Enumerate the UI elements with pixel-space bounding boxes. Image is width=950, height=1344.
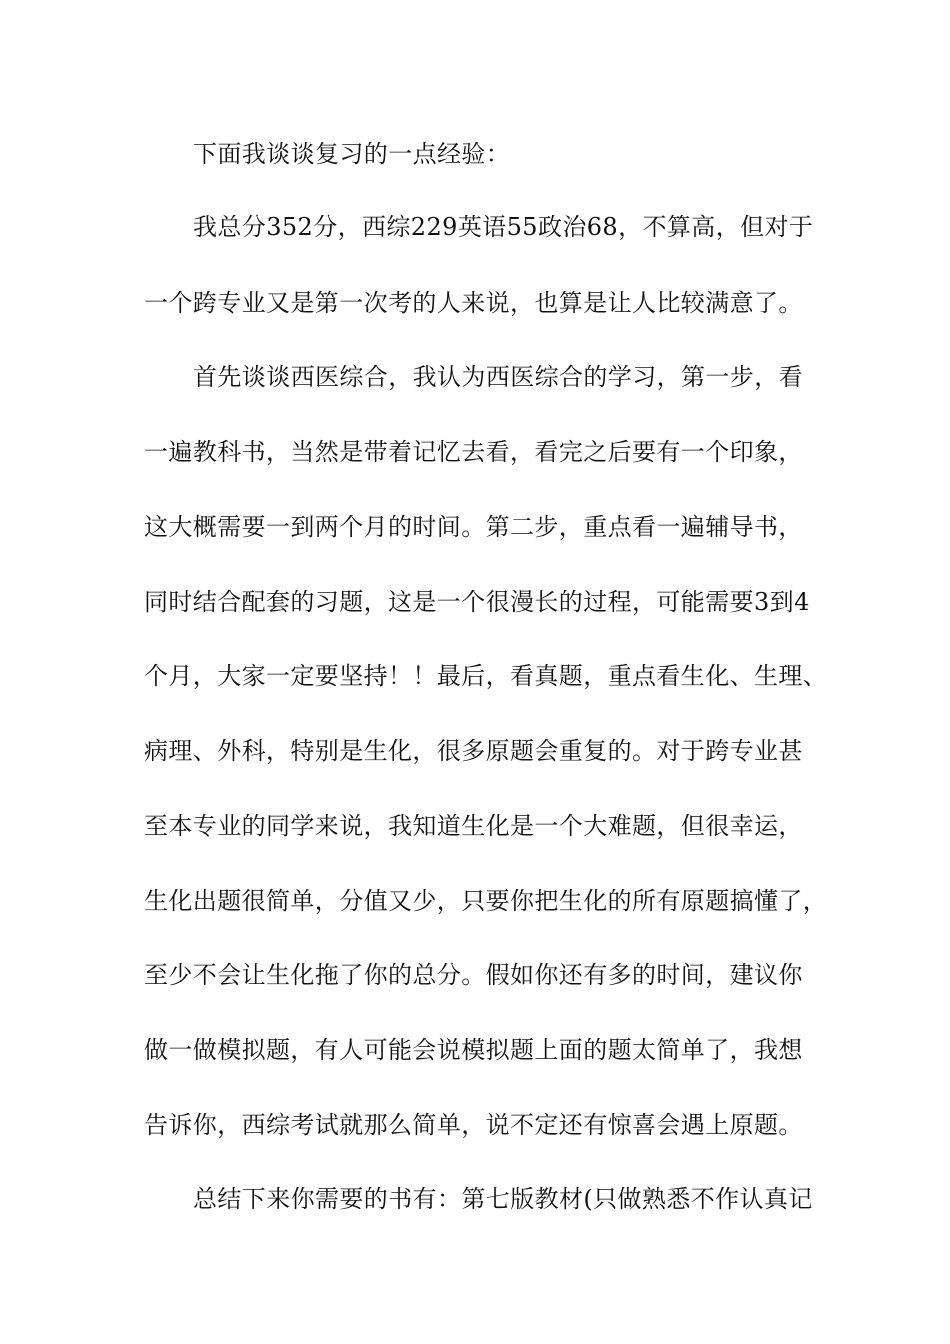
paragraph-3-line-5: 个月，大家一定要坚持！！最后，看真题，重点看生化、生理、 xyxy=(144,662,828,690)
paragraph-4-line-1: 总结下来你需要的书有：第七版教材(只做熟悉不作认真记 xyxy=(193,1185,813,1213)
paragraph-3-line-10: 做一做模拟题，有人可能会说模拟题上面的题太简单了，我想 xyxy=(144,1036,803,1064)
paragraph-2-line-2: 一个跨专业又是第一次考的人来说，也算是让人比较满意了。 xyxy=(144,289,803,317)
paragraph-3-line-8: 生化出题很简单，分值又少，只要你把生化的所有原题搞懂了， xyxy=(144,887,828,915)
paragraph-3-line-2: 一遍教科书，当然是带着记忆去看，看完之后要有一个印象， xyxy=(144,438,803,466)
paragraph-3-line-7: 至本专业的同学来说，我知道生化是一个大难题，但很幸运， xyxy=(144,812,803,840)
paragraph-3-line-4: 同时结合配套的习题，这是一个很漫长的过程，可能需要3到4 xyxy=(144,588,810,616)
paragraph-3-line-11: 告诉你，西综考试就那么简单，说不定还有惊喜会遇上原题。 xyxy=(144,1111,803,1139)
paragraph-3-line-3: 这大概需要一到两个月的时间。第二步，重点看一遍辅导书， xyxy=(144,513,803,541)
paragraph-3-line-6: 病理、外科，特别是生化，很多原题会重复的。对于跨专业甚 xyxy=(144,737,803,765)
paragraph-2-line-1: 我总分352分，西综229英语55政治68，不算高，但对于 xyxy=(193,213,814,241)
paragraph-3-line-1: 首先谈谈西医综合，我认为西医综合的学习，第一步，看 xyxy=(193,363,803,391)
paragraph-3-line-9: 至少不会让生化拖了你的总分。假如你还有多的时间，建议你 xyxy=(144,961,803,989)
paragraph-1-line-1: 下面我谈谈复习的一点经验： xyxy=(193,140,511,168)
